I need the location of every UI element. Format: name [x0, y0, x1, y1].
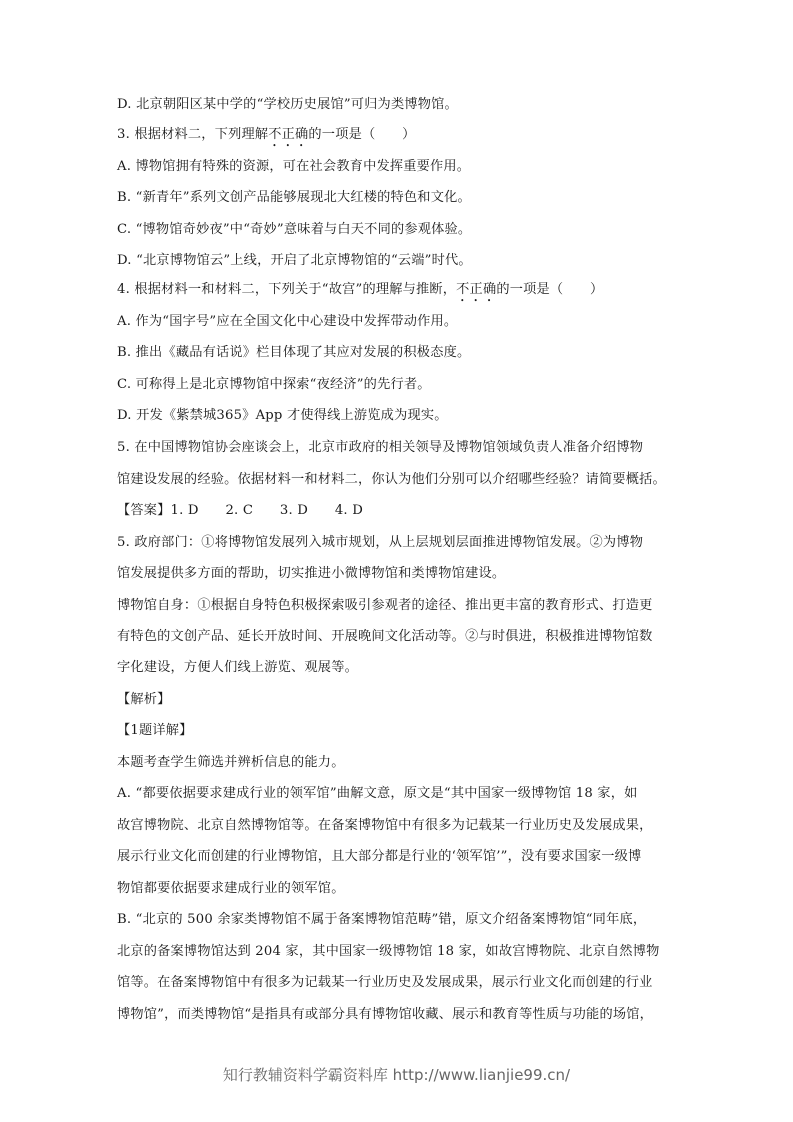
text-line: 博物馆”，而类博物馆“是指具有或部分具有博物馆收藏、展示和教育等性质与功能的场馆，: [117, 1007, 653, 1022]
text-line: 物馆都要依据要求建成行业的领军馆。: [117, 881, 345, 896]
emphasized-text: 不正确: [456, 282, 497, 297]
text-line: A. “都要依据要求建成行业的领军馆”曲解文意，原文是“其中国家一级博物馆 18 家，如: [117, 786, 638, 801]
text-line: D. “北京博物馆云”上线，开启了北京博物馆的“云端”时代。: [117, 253, 472, 268]
text-line: D. 北京朝阳区某中学的“学校历史展馆”可归为类博物馆。: [117, 97, 458, 112]
text-line: B. “新青年”系列文创产品能够展现北大红楼的特色和文化。: [117, 190, 471, 205]
text-line: 馆建设发展的经验。依据材料一和材料二，你认为他们分别可以介绍哪些经验？请简要概括。: [117, 472, 666, 487]
text-line: D. 开发《紫禁城365》App 才使得线上游览成为现实。: [117, 408, 448, 423]
line-text: 的一项是（ ）: [308, 127, 416, 142]
text-line: B. 推出《藏品有话说》栏目体现了其应对发展的积极态度。: [117, 345, 471, 360]
text-line: 展示行业文化而创建的行业博物馆，且大部分都是行业的‘领军馆’”，没有要求国家一级博: [117, 849, 642, 864]
text-line: A. 作为“国字号”应在全国文化中心建设中发挥带动作用。: [117, 314, 458, 329]
text-line: B. “北京的 500 余家类博物馆不属于备案博物馆范畴”错，原文介绍备案博物馆“同年底，: [117, 912, 647, 927]
text-line: 【解析】: [117, 692, 171, 707]
footer-watermark: 知行教辅资料学霸资料库 http://www.lianjie99.cn/: [222, 1066, 571, 1084]
text-line: [117, 127, 416, 150]
text-line: 字化建设，方便人们线上游览、观展等。: [117, 660, 358, 675]
text-line: C. “博物馆奇妙夜”中“奇妙”意味着与白天不同的参观体验。: [117, 222, 472, 237]
line-text: 4. 根据材料一和材料二，下列关于“故宫”的理解与推断，: [117, 282, 457, 297]
text-line: 有特色的文创产品、延长开放时间、开展晚间文化活动等。②与时俱进，积极推进博物馆数: [117, 629, 653, 644]
text-line: C. 可称得上是北京博物馆中探索“夜经济”的先行者。: [117, 377, 431, 392]
text-line: 馆等。在备案博物馆中有很多为记载某一行业历史及发展成果，展示行业文化而创建的行业: [117, 975, 653, 990]
text-line: [117, 282, 603, 305]
text-line: 本题考查学生筛选并辨析信息的能力。: [117, 755, 345, 770]
emphasized-text: 不正确: [268, 127, 309, 142]
text-line: 【1题详解】: [117, 723, 193, 738]
line-text: 的一项是（ ）: [496, 282, 604, 297]
text-line: 北京的备案博物馆达到 204 家，其中国家一级博物馆 18 家，如故宫博物院、北京自然博物: [117, 944, 660, 959]
text-line: 博物馆自身：①根据自身特色积极探索吸引参观者的途径、推出更丰富的教育形式、打造更: [117, 598, 653, 613]
text-line: A. 博物馆拥有特殊的资源，可在社会教育中发挥重要作用。: [117, 159, 471, 174]
text-line: 5. 在中国博物馆协会座谈会上，北京市政府的相关领导及博物馆领域负责人准备介绍博物: [117, 440, 644, 455]
text-line: 【答案】1. D 2. C 3. D 4. D: [117, 503, 363, 518]
text-line: 馆发展提供多方面的帮助，切实推进小微博物馆和类博物馆建设。: [117, 566, 506, 581]
text-line: 5. 政府部门：①将博物馆发展列入城市规划，从上层规划层面推进博物馆发展。②为博物: [117, 535, 644, 550]
text-line: 故宫博物院、北京自然博物馆等。在备案博物馆中有很多为记载某一行业历史及发展成果，: [117, 818, 653, 833]
line-text: 3. 根据材料二，下列理解: [117, 127, 269, 142]
